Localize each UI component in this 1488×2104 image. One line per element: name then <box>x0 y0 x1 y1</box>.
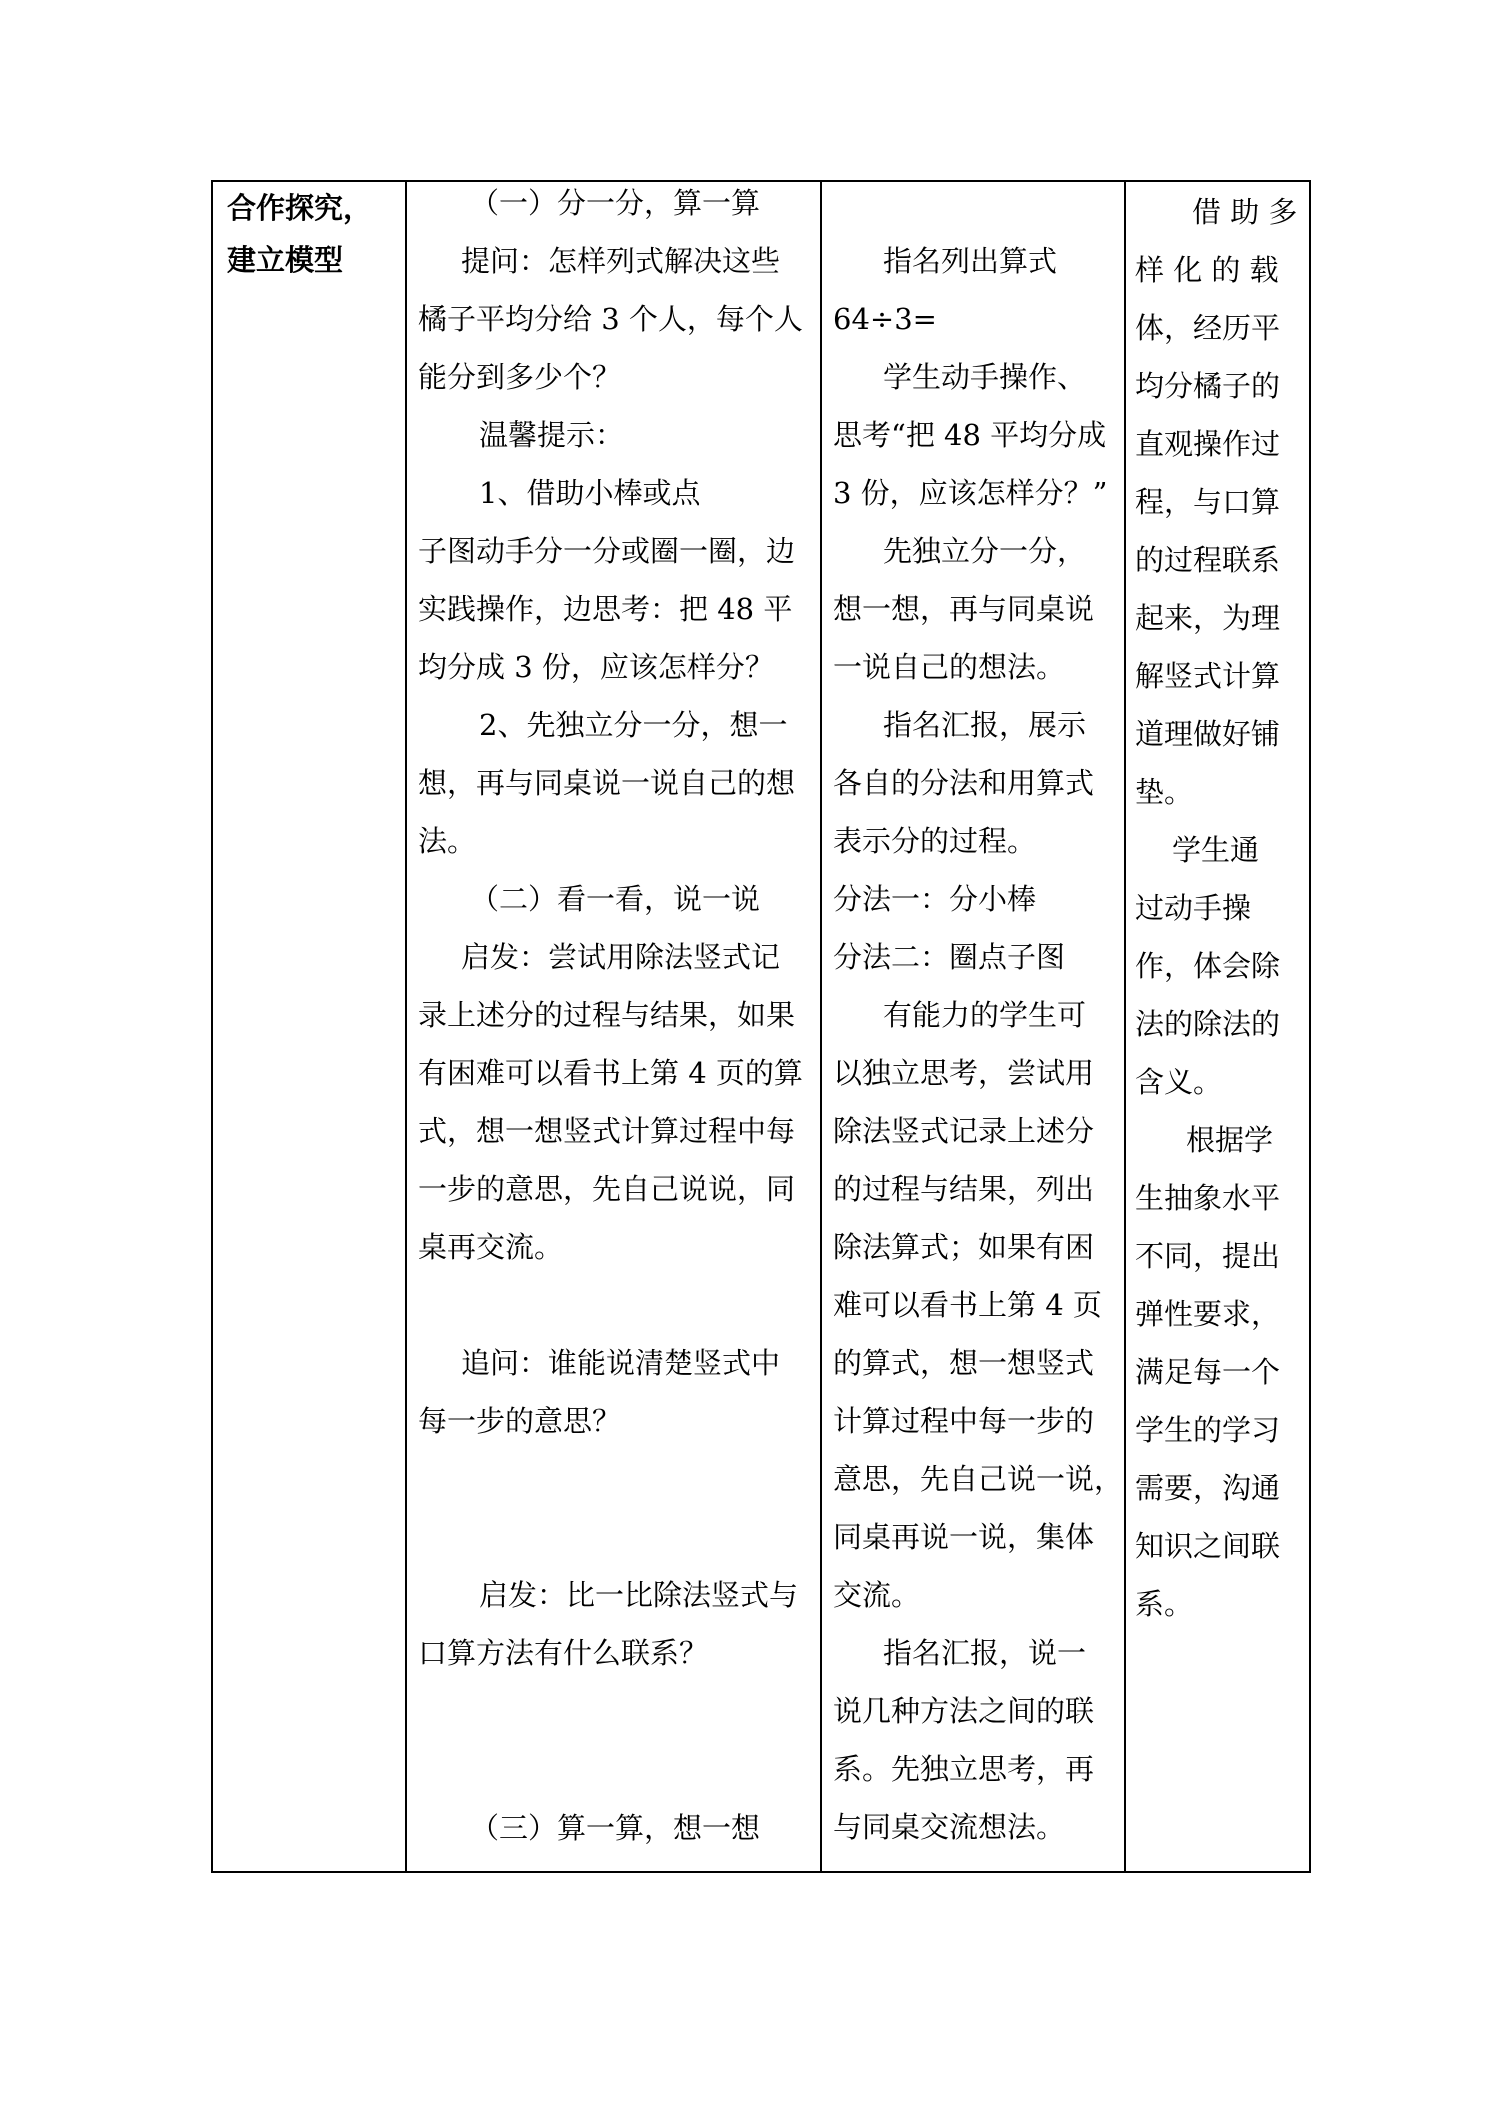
student-line: 难可以看书上第 4 页 <box>833 1288 1102 1322</box>
student-line: 分法一：分小棒 <box>833 882 1037 916</box>
student-line: 指名汇报，展示 <box>883 708 1087 742</box>
student-line: 思考“把 48 平均分成 <box>833 418 1107 452</box>
intent-line: 作，体会除 <box>1135 949 1281 983</box>
teacher-line: 想，再与同桌说一说自己的想 <box>418 766 796 800</box>
student-line: 想一想，再与同桌说 <box>833 592 1095 626</box>
student-line: 表示分的过程。 <box>833 824 1037 858</box>
teacher-line: 启发：比一比除法竖式与 <box>479 1578 799 1612</box>
teacher-activity-cell <box>407 182 820 1871</box>
intent-line: 借 助 多 <box>1192 195 1298 229</box>
student-line: 与同桌交流想法。 <box>833 1810 1066 1844</box>
student-line: 意思，先自己说一说， <box>833 1462 1124 1496</box>
student-line: 先独立分一分， <box>883 534 1087 568</box>
student-line: 指名汇报，说一 <box>883 1636 1087 1670</box>
student-line: 3 份，应该怎样分？” <box>833 476 1108 510</box>
teacher-line: （一）分一分，算一算 <box>470 186 761 220</box>
stage-line: 合作探究， <box>227 191 373 225</box>
teacher-line: 每一步的意思？ <box>418 1404 622 1438</box>
teacher-line: （三）算一算，想一想 <box>470 1811 761 1845</box>
student-line: 指名列出算式 <box>883 244 1058 278</box>
student-line: 分法二：圈点子图 <box>833 940 1066 974</box>
teacher-line: 2、先独立分一分，想一 <box>479 708 788 742</box>
intent-line: 的过程联系 <box>1135 543 1281 577</box>
student-line: 的过程与结果，列出 <box>833 1172 1095 1206</box>
intent-line: 直观操作过 <box>1135 427 1281 461</box>
intent-line: 学生的学习 <box>1135 1413 1281 1447</box>
intent-line: 法的除法的 <box>1135 1007 1281 1041</box>
teacher-line: 式，想一想竖式计算过程中每 <box>418 1114 796 1148</box>
student-line: 同桌再说一说，集体 <box>833 1520 1095 1554</box>
intent-line: 满足每一个 <box>1135 1355 1281 1389</box>
intent-line: 学生通 <box>1172 833 1260 867</box>
teacher-line: 提问：怎样列式解决这些 <box>461 244 781 278</box>
student-line: 各自的分法和用算式 <box>833 766 1095 800</box>
student-line: 系。先独立思考，再 <box>833 1752 1095 1786</box>
design-intent-cell <box>1126 182 1311 1871</box>
student-line: 计算过程中每一步的 <box>833 1404 1095 1438</box>
teacher-line: 桌再交流。 <box>418 1230 564 1264</box>
intent-line: 需要，沟通 <box>1135 1471 1281 1505</box>
teacher-line: 法。 <box>418 824 477 858</box>
student-line: 说几种方法之间的联 <box>833 1694 1095 1728</box>
student-line: 的算式，想一想竖式 <box>833 1346 1095 1380</box>
student-line: 有能力的学生可 <box>883 998 1087 1032</box>
intent-line: 知识之间联 <box>1135 1529 1281 1563</box>
intent-line: 垫。 <box>1135 775 1194 809</box>
teacher-line: 启发：尝试用除法竖式记 <box>461 940 781 974</box>
student-line: 除法竖式记录上述分 <box>833 1114 1095 1148</box>
intent-line: 道理做好铺 <box>1135 717 1281 751</box>
teacher-line: 橘子平均分给 3 个人，每个人 <box>418 302 803 336</box>
student-line: 一说自己的想法。 <box>833 650 1066 684</box>
student-line: 以独立思考，尝试用 <box>833 1056 1095 1090</box>
intent-line: 过动手操 <box>1135 891 1252 925</box>
student-line: 交流。 <box>833 1578 921 1612</box>
intent-line: 起来，为理 <box>1135 601 1281 635</box>
intent-line: 含义。 <box>1135 1065 1223 1099</box>
teacher-line: 录上述分的过程与结果，如果 <box>418 998 796 1032</box>
lesson-table <box>211 180 1311 1873</box>
intent-line: 不同，提出 <box>1135 1239 1281 1273</box>
intent-line: 生抽象水平 <box>1135 1181 1281 1215</box>
stage-line: 建立模型 <box>227 243 344 277</box>
student-activity-cell <box>822 182 1124 1871</box>
teacher-line: 均分成 3 份，应该怎样分？ <box>418 650 774 684</box>
stage-cell <box>213 182 405 1871</box>
intent-line: 系。 <box>1135 1587 1194 1621</box>
teacher-line: 子图动手分一分或圈一圈，边 <box>418 534 796 568</box>
teacher-line: 口算方法有什么联系？ <box>418 1636 709 1670</box>
student-line: 学生动手操作、 <box>883 360 1087 394</box>
teacher-line: 追问：谁能说清楚竖式中 <box>461 1346 781 1380</box>
intent-line: 样 化 的 载 <box>1135 253 1279 287</box>
student-line: 64÷3= <box>833 302 937 336</box>
intent-line: 体，经历平 <box>1135 311 1281 345</box>
intent-line: 根据学 <box>1186 1123 1274 1157</box>
intent-line: 解竖式计算 <box>1135 659 1281 693</box>
student-line: 除法算式；如果有困 <box>833 1230 1095 1264</box>
teacher-line: 一步的意思，先自己说说，同 <box>418 1172 796 1206</box>
teacher-line: （二）看一看，说一说 <box>470 882 761 916</box>
teacher-line: 有困难可以看书上第 4 页的算 <box>418 1056 803 1090</box>
teacher-line: 实践操作，边思考：把 48 平 <box>418 592 793 626</box>
intent-line: 弹性要求， <box>1135 1297 1281 1331</box>
teacher-line: 温馨提示： <box>479 418 625 452</box>
teacher-line: 能分到多少个？ <box>418 360 622 394</box>
teacher-line: 1、借助小棒或点 <box>479 476 701 510</box>
intent-line: 均分橘子的 <box>1135 369 1281 403</box>
intent-line: 程，与口算 <box>1135 485 1281 519</box>
